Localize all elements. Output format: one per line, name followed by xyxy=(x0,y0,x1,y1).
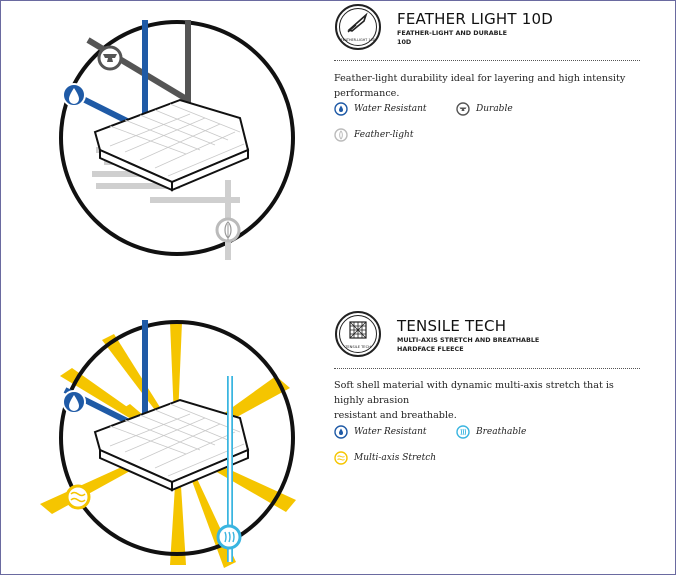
stretch-icon xyxy=(334,451,348,465)
feather-light-illustration xyxy=(0,0,330,290)
product-subtitle: MULTI-AXIS STRETCH AND BREATHABLE HARDFACE FLEECE xyxy=(397,336,540,353)
tensile-tech-badge-icon xyxy=(334,310,382,358)
feature-water-resistant: Water Resistant xyxy=(334,102,427,116)
feature-multi-axis-stretch: Multi-axis Stretch xyxy=(334,451,436,465)
water-drop-icon xyxy=(63,84,85,106)
product-title: TENSILE TECH xyxy=(397,317,507,335)
breathable-icon xyxy=(218,526,240,548)
svg-text:TENSILE TECH: TENSILE TECH xyxy=(345,345,371,349)
divider xyxy=(334,368,640,369)
stretch-icon xyxy=(67,486,89,508)
feature-water-resistant: Water Resistant xyxy=(334,425,427,439)
feature-durable: Durable xyxy=(456,102,513,116)
anvil-icon xyxy=(456,102,470,116)
svg-text:FEATHER-LIGHT 10D: FEATHER-LIGHT 10D xyxy=(340,38,376,42)
feather-icon xyxy=(217,219,239,241)
tensile-tech-illustration xyxy=(0,300,330,575)
product-description: Feather-light durability ideal for layering and high intensity performance. xyxy=(334,73,626,99)
product-description: Soft shell material with dynamic multi-axis stretch that is highly abrasion resistant and breathable. xyxy=(334,380,614,421)
anvil-icon xyxy=(99,47,121,69)
feather-light-badge-icon xyxy=(334,3,382,51)
product-subtitle: FEATHER-LIGHT AND DURABLE 10D xyxy=(397,29,507,46)
water-drop-icon xyxy=(334,102,348,116)
feather-icon xyxy=(334,128,348,142)
water-drop-icon xyxy=(334,425,348,439)
feature-feather-light: Feather-light xyxy=(334,128,413,142)
product-tensile-tech xyxy=(0,300,676,575)
feature-breathable: Breathable xyxy=(456,425,526,439)
breathable-icon xyxy=(456,425,470,439)
water-drop-icon xyxy=(63,391,85,413)
product-title: FEATHER LIGHT 10D xyxy=(397,10,553,28)
divider xyxy=(334,60,640,61)
